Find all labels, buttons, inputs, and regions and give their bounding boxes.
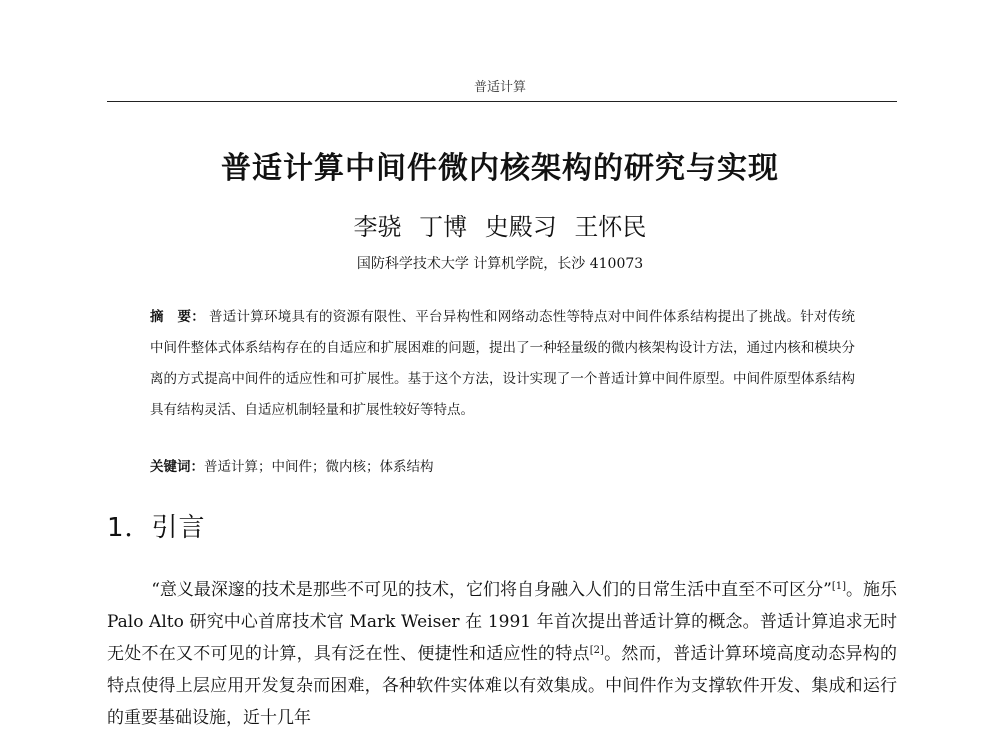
keywords-label: 关键词： xyxy=(150,459,204,475)
keywords xyxy=(150,455,855,475)
header-rule xyxy=(107,101,897,102)
body-text-part3: 。然而，普适计算环境高度动态异构的特点使得上层应用开发复杂而困难，各种软件实体难以有效集成。中间件作为支撑软件开发、集成和运行的重要基础设施，近十几年 xyxy=(107,644,898,728)
authors: 李骁 丁博 史殿习 王怀民 xyxy=(353,213,647,241)
body-paragraph xyxy=(107,574,897,734)
abstract-label: 摘 要： xyxy=(150,309,205,325)
paper-title: 普适计算中间件微内核架构的研究与实现 xyxy=(221,151,779,186)
abstract-text: 普适计算环境具有的资源有限性、平台异构性和网络动态性等特点对中间件体系结构提出了挑战。针对传统中间件整体式体系结构存在的自适应和扩展困难的问题，提出了一种轻量级的微内核架构设计方法，通过内核和模块分离的方式提高中间件的适应性和可扩展性。基于这个方法，设计实现了一个普适计算中间件原型。中间件原型体系结构具有结构灵活、自适应机制轻量和扩展性较好等特点。 xyxy=(150,309,855,418)
keywords-text: 普适计算；中间件；微内核；体系结构 xyxy=(204,459,434,475)
body-text-part1: “意义最深邃的技术是那些不可见的技术，它们将自身融入人们的日常生活中直至不可区分” xyxy=(151,580,832,600)
citation-2[interactable]: [2] xyxy=(589,645,604,656)
section-heading-introduction: 1．引言 xyxy=(107,513,206,543)
abstract xyxy=(150,302,855,426)
body-text-part2: 。施乐 Palo Alto 研究中心首席技术官 Mark Weiser 在 1991 年首次提出普适计算的概念。普适计算追求无时无处不在又不可见的计算，具有泛在性、便捷性和适应性的特点 xyxy=(107,580,898,664)
affiliation: 国防科学技术大学 计算机学院，长沙 410073 xyxy=(356,256,644,272)
citation-1[interactable]: [1] xyxy=(831,581,846,592)
running-header: 普适计算 xyxy=(473,80,526,95)
